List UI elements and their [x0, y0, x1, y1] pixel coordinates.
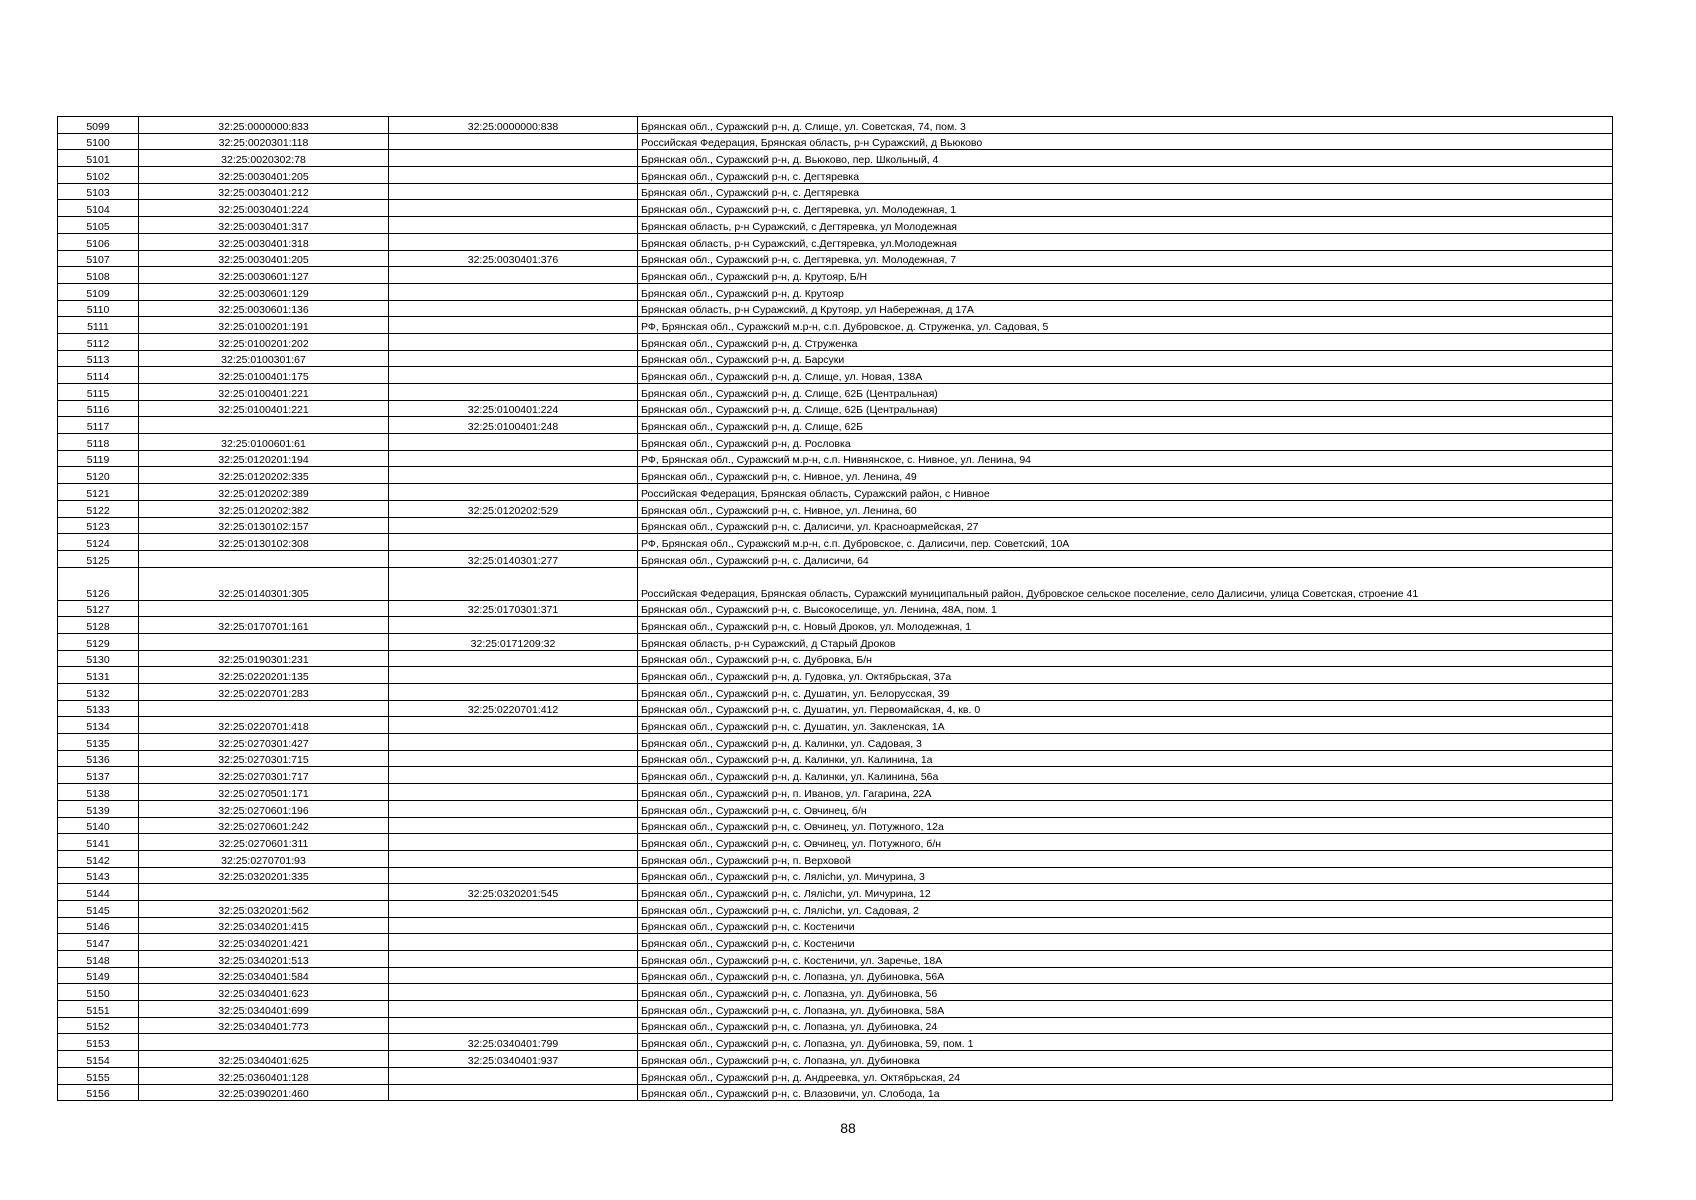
table-row — [58, 117, 1613, 134]
linked-cadastral-number-cell: 32:25:0030401:376 — [389, 250, 638, 267]
row-number-cell: 5148 — [58, 951, 139, 968]
linked-cadastral-number-cell — [389, 434, 638, 451]
row-number-cell: 5141 — [58, 834, 139, 851]
cadastral-number-cell: 32:25:0390201:460 — [139, 1084, 389, 1101]
linked-cadastral-number-cell — [389, 617, 638, 634]
row-number-cell: 5099 — [58, 117, 139, 134]
linked-cadastral-number-cell — [389, 817, 638, 834]
linked-cadastral-number-cell — [389, 1017, 638, 1034]
row-number-cell: 5155 — [58, 1067, 139, 1084]
address-cell: Брянская обл., Суражский р-н, с. Душатин, ул. Закленская, 1А — [638, 717, 1613, 734]
row-number-cell: 5136 — [58, 750, 139, 767]
linked-cadastral-number-cell — [389, 750, 638, 767]
cadastral-number-cell: 32:25:0100401:221 — [139, 384, 389, 401]
cadastral-number-cell: 32:25:0270301:427 — [139, 734, 389, 751]
row-number-cell: 5130 — [58, 650, 139, 667]
linked-cadastral-number-cell — [389, 300, 638, 317]
address-cell: Брянская обл., Суражский р-н, с. Далисичи, 64 — [638, 550, 1613, 567]
address-cell: Брянская обл., Суражский р-н, с. Лопазна, ул. Дубиновка, 58А — [638, 1001, 1613, 1018]
row-number-cell: 5124 — [58, 534, 139, 551]
row-number-cell: 5145 — [58, 900, 139, 917]
row-number-cell: 5119 — [58, 450, 139, 467]
address-cell: Брянская обл., Суражский р-н, д. Слище, 62Б — [638, 417, 1613, 434]
row-number-cell: 5150 — [58, 984, 139, 1001]
address-cell: Брянская обл., Суражский р-н, с. Лопазна, ул. Дубиновка, 56 — [638, 984, 1613, 1001]
linked-cadastral-number-cell — [389, 167, 638, 184]
table-row — [58, 834, 1613, 851]
table-row — [58, 717, 1613, 734]
linked-cadastral-number-cell: 32:25:0340401:937 — [389, 1051, 638, 1068]
table-row — [58, 434, 1613, 451]
address-cell: Брянская обл., Суражский р-н, с. Лопазна, ул. Дубиновка, 59, пом. 1 — [638, 1034, 1613, 1051]
address-cell: Брянская обл., Суражский р-н, д. Слище, ул. Советская, 74, пом. 3 — [638, 117, 1613, 134]
cadastral-number-cell — [139, 417, 389, 434]
cadastral-number-cell: 32:25:0220701:418 — [139, 717, 389, 734]
linked-cadastral-number-cell: 32:25:0120202:529 — [389, 500, 638, 517]
linked-cadastral-number-cell — [389, 734, 638, 751]
cadastral-number-cell: 32:25:0130102:157 — [139, 517, 389, 534]
address-cell: Брянская обл., Суражский р-н, д. Слище, 62Б (Центральная) — [638, 384, 1613, 401]
table-row — [58, 400, 1613, 417]
table-row — [58, 167, 1613, 184]
cadastral-number-cell: 32:25:0100401:175 — [139, 367, 389, 384]
row-number-cell: 5118 — [58, 434, 139, 451]
address-cell: Брянская обл., Суражский р-н, д. Вьюково, пер. Школьный, 4 — [638, 150, 1613, 167]
address-cell: Брянская обл., Суражский р-н, с. Дегтяревка, ул. Молодежная, 1 — [638, 200, 1613, 217]
address-cell: Брянская область, р-н Суражский, с.Дегтяревка, ул.Молодежная — [638, 233, 1613, 250]
table-row — [58, 900, 1613, 917]
linked-cadastral-number-cell: 32:25:0140301:277 — [389, 550, 638, 567]
table-row — [58, 617, 1613, 634]
linked-cadastral-number-cell — [389, 951, 638, 968]
table-row — [58, 550, 1613, 567]
address-cell: Брянская обл., Суражский р-н, с. Дегтяревка, ул. Молодежная, 7 — [638, 250, 1613, 267]
row-number-cell: 5116 — [58, 400, 139, 417]
row-number-cell: 5139 — [58, 800, 139, 817]
row-number-cell: 5153 — [58, 1034, 139, 1051]
table-row — [58, 183, 1613, 200]
linked-cadastral-number-cell — [389, 467, 638, 484]
table-row — [58, 667, 1613, 684]
cadastral-number-cell: 32:25:0020302:78 — [139, 150, 389, 167]
address-cell: Брянская обл., Суражский р-н, д. Калинки, ул. Калинина, 1а — [638, 750, 1613, 767]
address-cell: РФ, Брянская обл., Суражский м.р-н, с.п. Нивнянское, с. Нивное, ул. Ленина, 94 — [638, 450, 1613, 467]
linked-cadastral-number-cell — [389, 200, 638, 217]
table-row — [58, 500, 1613, 517]
linked-cadastral-number-cell — [389, 517, 638, 534]
table-row — [58, 984, 1613, 1001]
linked-cadastral-number-cell — [389, 534, 638, 551]
linked-cadastral-number-cell — [389, 967, 638, 984]
row-number-cell: 5134 — [58, 717, 139, 734]
table-row — [58, 1084, 1613, 1101]
address-cell: Брянская обл., Суражский р-н, с. Овчинец, ул. Потужного, б/н — [638, 834, 1613, 851]
cadastral-number-cell: 32:25:0120202:335 — [139, 467, 389, 484]
linked-cadastral-number-cell — [389, 217, 638, 234]
cadastral-number-cell: 32:25:0030401:205 — [139, 250, 389, 267]
table-row — [58, 1067, 1613, 1084]
row-number-cell: 5105 — [58, 217, 139, 234]
row-number-cell: 5100 — [58, 133, 139, 150]
table-row — [58, 967, 1613, 984]
address-cell: Брянская обл., Суражский р-н, с. Дегтяревка — [638, 183, 1613, 200]
address-cell: Брянская обл., Суражский р-н, с. Влазовичи, ул. Слобода, 1а — [638, 1084, 1613, 1101]
table-row — [58, 750, 1613, 767]
table-row — [58, 684, 1613, 701]
linked-cadastral-number-cell — [389, 233, 638, 250]
linked-cadastral-number-cell — [389, 450, 638, 467]
address-cell: Брянская обл., Суражский р-н, д. Андреевка, ул. Октябрьская, 24 — [638, 1067, 1613, 1084]
address-cell: Брянская обл., Суражский р-н, с. Нивное, ул. Ленина, 60 — [638, 500, 1613, 517]
cadastral-number-cell: 32:25:0120202:389 — [139, 484, 389, 501]
row-number-cell: 5121 — [58, 484, 139, 501]
address-cell: Российская Федерация, Брянская область, р-н Суражский, д Вьюково — [638, 133, 1613, 150]
cadastral-number-cell: 32:25:0340401:625 — [139, 1051, 389, 1068]
table-row — [58, 884, 1613, 901]
address-cell: Брянская обл., Суражский р-н, с. Лопазна, ул. Дубиновка — [638, 1051, 1613, 1068]
table-body — [58, 117, 1613, 1101]
row-number-cell: 5147 — [58, 934, 139, 951]
row-number-cell: 5114 — [58, 367, 139, 384]
table-row — [58, 734, 1613, 751]
cadastral-number-cell: 32:25:0030401:212 — [139, 183, 389, 200]
row-number-cell: 5156 — [58, 1084, 139, 1101]
linked-cadastral-number-cell — [389, 834, 638, 851]
address-cell: Брянская обл., Суражский р-н, с. Душатин, ул. Первомайская, 4, кв. 0 — [638, 700, 1613, 717]
address-cell: Брянская обл., Суражский р-н, д. Калинки, ул. Садовая, 3 — [638, 734, 1613, 751]
table-row — [58, 1017, 1613, 1034]
table-row — [58, 784, 1613, 801]
table-row — [58, 384, 1613, 401]
table-row — [58, 934, 1613, 951]
row-number-cell: 5107 — [58, 250, 139, 267]
cadastral-number-cell: 32:25:0120202:382 — [139, 500, 389, 517]
address-cell: Брянская обл., Суражский р-н, с. Лялichи, ул. Садовая, 2 — [638, 900, 1613, 917]
linked-cadastral-number-cell — [389, 767, 638, 784]
row-number-cell: 5109 — [58, 283, 139, 300]
cadastral-number-cell: 32:25:0170701:161 — [139, 617, 389, 634]
row-number-cell: 5152 — [58, 1017, 139, 1034]
linked-cadastral-number-cell — [389, 934, 638, 951]
address-cell: Брянская обл., Суражский р-н, с. Далисичи, ул. Красноармейская, 27 — [638, 517, 1613, 534]
linked-cadastral-number-cell — [389, 183, 638, 200]
linked-cadastral-number-cell — [389, 133, 638, 150]
linked-cadastral-number-cell: 32:25:0320201:545 — [389, 884, 638, 901]
row-number-cell: 5149 — [58, 967, 139, 984]
linked-cadastral-number-cell: 32:25:0170301:371 — [389, 600, 638, 617]
row-number-cell: 5138 — [58, 784, 139, 801]
table-row — [58, 300, 1613, 317]
linked-cadastral-number-cell — [389, 384, 638, 401]
address-cell: Брянская обл., Суражский р-н, с. Лялichи, ул. Мичурина, 3 — [638, 867, 1613, 884]
row-number-cell: 5113 — [58, 350, 139, 367]
cadastral-number-cell: 32:25:0220701:283 — [139, 684, 389, 701]
cadastral-number-cell: 32:25:0320201:562 — [139, 900, 389, 917]
cadastral-number-cell: 32:25:0020301:118 — [139, 133, 389, 150]
row-number-cell: 5102 — [58, 167, 139, 184]
address-cell: Брянская обл., Суражский р-н, п. Иванов, ул. Гагарина, 22А — [638, 784, 1613, 801]
cadastral-number-cell: 32:25:0100201:191 — [139, 317, 389, 334]
table-row — [58, 800, 1613, 817]
cadastral-number-cell: 32:25:0270301:717 — [139, 767, 389, 784]
table-row — [58, 467, 1613, 484]
cadastral-number-cell: 32:25:0030601:129 — [139, 283, 389, 300]
table-row — [58, 200, 1613, 217]
table-row — [58, 317, 1613, 334]
cadastral-number-cell: 32:25:0340401:623 — [139, 984, 389, 1001]
row-number-cell: 5103 — [58, 183, 139, 200]
row-number-cell: 5154 — [58, 1051, 139, 1068]
table-row — [58, 567, 1613, 600]
row-number-cell: 5126 — [58, 567, 139, 600]
address-cell: Брянская обл., Суражский р-н, с. Дубровка, Б/н — [638, 650, 1613, 667]
linked-cadastral-number-cell — [389, 900, 638, 917]
table-row — [58, 517, 1613, 534]
address-cell: Брянская обл., Суражский р-н, с. Душатин, ул. Белорусская, 39 — [638, 684, 1613, 701]
table-row — [58, 133, 1613, 150]
row-number-cell: 5101 — [58, 150, 139, 167]
cadastral-number-cell — [139, 600, 389, 617]
linked-cadastral-number-cell — [389, 984, 638, 1001]
table-row — [58, 367, 1613, 384]
table-row — [58, 534, 1613, 551]
address-cell: Брянская обл., Суражский р-н, с. Костеничи — [638, 917, 1613, 934]
linked-cadastral-number-cell: 32:25:0340401:799 — [389, 1034, 638, 1051]
cadastral-number-cell: 32:25:0000000:833 — [139, 117, 389, 134]
row-number-cell: 5143 — [58, 867, 139, 884]
property-register-table — [57, 116, 1613, 1101]
address-cell: Брянская обл., Суражский р-н, с. Нивное, ул. Ленина, 49 — [638, 467, 1613, 484]
table-row — [58, 333, 1613, 350]
table-row — [58, 217, 1613, 234]
address-cell: Брянская обл., Суражский р-н, с. Лопазна, ул. Дубиновка, 24 — [638, 1017, 1613, 1034]
table-row — [58, 283, 1613, 300]
linked-cadastral-number-cell — [389, 684, 638, 701]
cadastral-number-cell: 32:25:0220201:135 — [139, 667, 389, 684]
linked-cadastral-number-cell — [389, 917, 638, 934]
row-number-cell: 5151 — [58, 1001, 139, 1018]
cadastral-number-cell: 32:25:0270301:715 — [139, 750, 389, 767]
linked-cadastral-number-cell — [389, 667, 638, 684]
cadastral-number-cell: 32:25:0360401:128 — [139, 1067, 389, 1084]
cadastral-number-cell — [139, 884, 389, 901]
address-cell: Брянская область, р-н Суражский, д Старый Дроков — [638, 633, 1613, 650]
row-number-cell: 5117 — [58, 417, 139, 434]
linked-cadastral-number-cell — [389, 867, 638, 884]
table-row — [58, 650, 1613, 667]
cadastral-number-cell: 32:25:0100201:202 — [139, 333, 389, 350]
address-cell: Брянская обл., Суражский р-н, д. Струженка — [638, 333, 1613, 350]
cadastral-number-cell: 32:25:0100401:221 — [139, 400, 389, 417]
table-row — [58, 150, 1613, 167]
address-cell: Брянская обл., Суражский р-н, д. Крутояр, Б/Н — [638, 267, 1613, 284]
linked-cadastral-number-cell: 32:25:0100401:224 — [389, 400, 638, 417]
table-row — [58, 817, 1613, 834]
linked-cadastral-number-cell — [389, 567, 638, 600]
table-row — [58, 600, 1613, 617]
row-number-cell: 5125 — [58, 550, 139, 567]
cadastral-number-cell: 32:25:0270601:196 — [139, 800, 389, 817]
table-row — [58, 450, 1613, 467]
address-cell: Брянская обл., Суражский р-н, п. Верховой — [638, 850, 1613, 867]
address-cell: Брянская обл., Суражский р-н, с. Лопазна, ул. Дубиновка, 56А — [638, 967, 1613, 984]
address-cell: Брянская обл., Суражский р-н, с. Овчинец, ул. Потужного, 12а — [638, 817, 1613, 834]
linked-cadastral-number-cell: 32:25:0000000:838 — [389, 117, 638, 134]
table-row — [58, 1034, 1613, 1051]
cadastral-number-cell: 32:25:0100301:67 — [139, 350, 389, 367]
linked-cadastral-number-cell — [389, 1084, 638, 1101]
address-cell: Брянская обл., Суражский р-н, с. Новый Дроков, ул. Молодежная, 1 — [638, 617, 1613, 634]
address-cell: Брянская область, р-н Суражский, с Дегтяревка, ул Молодежная — [638, 217, 1613, 234]
linked-cadastral-number-cell — [389, 484, 638, 501]
linked-cadastral-number-cell — [389, 283, 638, 300]
cadastral-number-cell: 32:25:0270701:93 — [139, 850, 389, 867]
row-number-cell: 5106 — [58, 233, 139, 250]
row-number-cell: 5128 — [58, 617, 139, 634]
row-number-cell: 5111 — [58, 317, 139, 334]
address-cell: Российская Федерация, Брянская область, Суражский район, с Нивное — [638, 484, 1613, 501]
row-number-cell: 5122 — [58, 500, 139, 517]
row-number-cell: 5120 — [58, 467, 139, 484]
cadastral-number-cell: 32:25:0270601:242 — [139, 817, 389, 834]
linked-cadastral-number-cell — [389, 650, 638, 667]
row-number-cell: 5146 — [58, 917, 139, 934]
table-row — [58, 350, 1613, 367]
row-number-cell: 5144 — [58, 884, 139, 901]
address-cell: Брянская область, р-н Суражский, д Крутояр, ул Набережная, д 17А — [638, 300, 1613, 317]
cadastral-number-cell: 32:25:0120201:194 — [139, 450, 389, 467]
cadastral-number-cell — [139, 633, 389, 650]
table-row — [58, 867, 1613, 884]
linked-cadastral-number-cell — [389, 784, 638, 801]
row-number-cell: 5115 — [58, 384, 139, 401]
linked-cadastral-number-cell — [389, 800, 638, 817]
cadastral-number-cell — [139, 1034, 389, 1051]
row-number-cell: 5129 — [58, 633, 139, 650]
linked-cadastral-number-cell — [389, 333, 638, 350]
address-cell: Брянская обл., Суражский р-н, с. Лялichи, ул. Мичурина, 12 — [638, 884, 1613, 901]
table-row — [58, 417, 1613, 434]
cadastral-number-cell: 32:25:0340401:584 — [139, 967, 389, 984]
cadastral-number-cell: 32:25:0270601:311 — [139, 834, 389, 851]
cadastral-number-cell: 32:25:0030601:127 — [139, 267, 389, 284]
linked-cadastral-number-cell — [389, 350, 638, 367]
cadastral-number-cell: 32:25:0340401:773 — [139, 1017, 389, 1034]
cadastral-number-cell: 32:25:0340201:421 — [139, 934, 389, 951]
row-number-cell: 5132 — [58, 684, 139, 701]
linked-cadastral-number-cell — [389, 850, 638, 867]
address-cell: РФ, Брянская обл., Суражский м.р-н, с.п. Дубровское, д. Струженка, ул. Садовая, 5 — [638, 317, 1613, 334]
table-row — [58, 250, 1613, 267]
cadastral-number-cell: 32:25:0320201:335 — [139, 867, 389, 884]
cadastral-number-cell — [139, 700, 389, 717]
linked-cadastral-number-cell: 32:25:0171209:32 — [389, 633, 638, 650]
cadastral-number-cell: 32:25:0340201:513 — [139, 951, 389, 968]
table-row — [58, 633, 1613, 650]
address-cell: Брянская обл., Суражский р-н, д. Рословка — [638, 434, 1613, 451]
cadastral-number-cell: 32:25:0340201:415 — [139, 917, 389, 934]
table-row — [58, 917, 1613, 934]
row-number-cell: 5110 — [58, 300, 139, 317]
linked-cadastral-number-cell — [389, 267, 638, 284]
cadastral-number-cell: 32:25:0030401:224 — [139, 200, 389, 217]
table-row — [58, 1001, 1613, 1018]
linked-cadastral-number-cell — [389, 717, 638, 734]
linked-cadastral-number-cell — [389, 317, 638, 334]
cadastral-number-cell: 32:25:0190301:231 — [139, 650, 389, 667]
linked-cadastral-number-cell — [389, 150, 638, 167]
address-cell: Брянская обл., Суражский р-н, д. Слище, ул. Новая, 138А — [638, 367, 1613, 384]
linked-cadastral-number-cell: 32:25:0100401:248 — [389, 417, 638, 434]
table-row — [58, 233, 1613, 250]
address-cell: Брянская обл., Суражский р-н, с. Овчинец, б/н — [638, 800, 1613, 817]
address-cell: Российская Федерация, Брянская область, Суражский муниципальный район, Дубровское сельское поселение, село Далисичи, улица Советская, строение 41 — [638, 567, 1613, 600]
row-number-cell: 5123 — [58, 517, 139, 534]
table-row — [58, 1051, 1613, 1068]
row-number-cell: 5133 — [58, 700, 139, 717]
address-cell: Брянская обл., Суражский р-н, д. Калинки, ул. Калинина, 56а — [638, 767, 1613, 784]
linked-cadastral-number-cell — [389, 1067, 638, 1084]
table-row — [58, 850, 1613, 867]
row-number-cell: 5142 — [58, 850, 139, 867]
cadastral-number-cell — [139, 550, 389, 567]
cadastral-number-cell: 32:25:0140301:305 — [139, 567, 389, 600]
cadastral-number-cell: 32:25:0030401:205 — [139, 167, 389, 184]
table-row — [58, 951, 1613, 968]
address-cell: РФ, Брянская обл., Суражский м.р-н, с.п. Дубровское, с. Далисичи, пер. Советский, 10А — [638, 534, 1613, 551]
row-number-cell: 5135 — [58, 734, 139, 751]
address-cell: Брянская обл., Суражский р-н, с. Костеничи — [638, 934, 1613, 951]
address-cell: Брянская обл., Суражский р-н, с. Дегтяревка — [638, 167, 1613, 184]
row-number-cell: 5137 — [58, 767, 139, 784]
table-row — [58, 484, 1613, 501]
linked-cadastral-number-cell — [389, 367, 638, 384]
row-number-cell: 5140 — [58, 817, 139, 834]
row-number-cell: 5104 — [58, 200, 139, 217]
cadastral-number-cell: 32:25:0270501:171 — [139, 784, 389, 801]
cadastral-number-cell: 32:25:0030601:136 — [139, 300, 389, 317]
row-number-cell: 5112 — [58, 333, 139, 350]
address-cell: Брянская обл., Суражский р-н, с. Костеничи, ул. Заречье, 18А — [638, 951, 1613, 968]
cadastral-number-cell: 32:25:0340401:699 — [139, 1001, 389, 1018]
cadastral-number-cell: 32:25:0030401:318 — [139, 233, 389, 250]
linked-cadastral-number-cell: 32:25:0220701:412 — [389, 700, 638, 717]
address-cell: Брянская обл., Суражский р-н, д. Крутояр — [638, 283, 1613, 300]
address-cell: Брянская обл., Суражский р-н, д. Гудовка, ул. Октябрьская, 37а — [638, 667, 1613, 684]
cadastral-number-cell: 32:25:0030401:317 — [139, 217, 389, 234]
table-row — [58, 767, 1613, 784]
address-cell: Брянская обл., Суражский р-н, д. Барсуки — [638, 350, 1613, 367]
row-number-cell: 5127 — [58, 600, 139, 617]
cadastral-number-cell: 32:25:0130102:308 — [139, 534, 389, 551]
table-row — [58, 700, 1613, 717]
linked-cadastral-number-cell — [389, 1001, 638, 1018]
row-number-cell: 5131 — [58, 667, 139, 684]
address-cell: Брянская обл., Суражский р-н, с. Высокоселище, ул. Ленина, 48А, пом. 1 — [638, 600, 1613, 617]
page-number: 88 — [840, 1120, 856, 1136]
cadastral-number-cell: 32:25:0100601:61 — [139, 434, 389, 451]
row-number-cell: 5108 — [58, 267, 139, 284]
table-row — [58, 267, 1613, 284]
address-cell: Брянская обл., Суражский р-н, д. Слище, 62Б (Центральная) — [638, 400, 1613, 417]
